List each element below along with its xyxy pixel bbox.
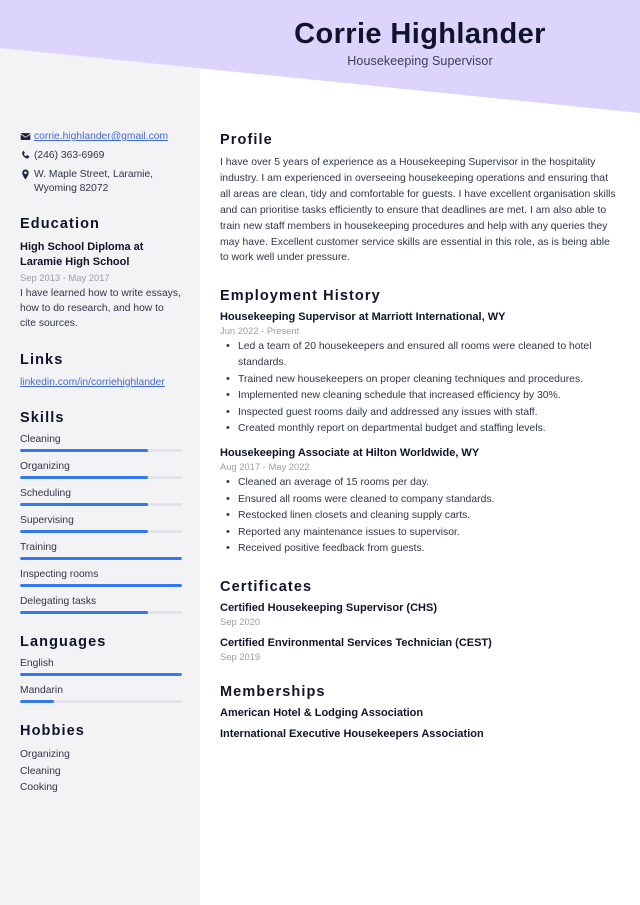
- skill-level-track: [20, 503, 182, 506]
- hobby-item: Cooking: [20, 782, 58, 794]
- job-entry: [220, 311, 620, 437]
- link-item-label[interactable]: linkedin.com/in/corriehighlander: [20, 376, 165, 388]
- contact-address-value: W. Maple Street, Laramie, Wyoming 82072: [34, 168, 154, 194]
- language-item: [20, 658, 182, 676]
- skill-item: [20, 434, 182, 452]
- job-title: Housekeeping Associate at Hilton Worldwide, WY: [220, 447, 480, 459]
- envelope-icon: [20, 130, 34, 142]
- job-bullet: • Inspected guest rooms daily and addressed any issues with staff.: [220, 405, 620, 421]
- skill-label: Scheduling: [20, 488, 71, 500]
- hobbies-heading: Hobbies: [20, 723, 85, 740]
- skill-item: [20, 515, 182, 533]
- skill-level-track: [20, 530, 182, 533]
- profile-text: I have over 5 years of experience as a Housekeeping Supervisor in the hospitality industry. I am experienced in overseeing housekeeping operations and ensuring that all areas are clean, tidy and comfortable for guests. I have excellent organisation skills and can prioritise tasks efficiently to ensure that deadlines are met. I am also able to train new staff members in housekeeping procedures and help with any queries they may have. Excellent customer service skills are essential in this role, as is being able to work well under pressure.: [220, 157, 616, 264]
- main-column: [220, 0, 620, 749]
- job-bullet: • Reported any maintenance issues to supervisor.: [220, 525, 620, 541]
- membership-item: International Executive Housekeepers Association: [220, 728, 484, 741]
- employment-section: [220, 288, 620, 557]
- job-bullet-list: [220, 339, 620, 437]
- skill-level-fill: [20, 611, 148, 614]
- skill-label: Organizing: [20, 461, 70, 473]
- skill-item: [20, 569, 182, 587]
- certificate-item: [220, 637, 620, 662]
- education-item: [20, 240, 182, 332]
- skill-level-fill: [20, 530, 148, 533]
- skill-label: Delegating tasks: [20, 596, 97, 608]
- link-item[interactable]: [20, 376, 182, 390]
- skills-heading: Skills: [20, 410, 65, 427]
- memberships-section: [220, 684, 620, 740]
- job-bullet-list: [220, 475, 620, 557]
- contact-email-value[interactable]: corrie.highlander@gmail.com: [34, 131, 169, 142]
- skill-item: [20, 596, 182, 614]
- education-item-title: High School Diploma at Laramie High School: [20, 240, 144, 268]
- education-item-date: Sep 2013 - May 2017: [20, 271, 110, 283]
- job-bullet: • Trained new housekeepers on proper cleaning techniques and procedures.: [220, 372, 620, 388]
- contact-email-row[interactable]: [20, 130, 182, 144]
- map-pin-icon: [20, 168, 34, 180]
- skill-level-fill: [20, 449, 148, 452]
- languages-section: [20, 634, 182, 703]
- profile-section: [220, 132, 620, 266]
- skill-label: Training: [20, 542, 57, 554]
- certificate-date: Sep 2020: [220, 616, 261, 628]
- languages-list: [20, 658, 182, 703]
- job-bullet: • Ensured all rooms were cleaned to company standards.: [220, 492, 620, 508]
- job-bullet: • Created monthly report on departmental budget and staffing levels.: [220, 421, 620, 437]
- links-heading: Links: [20, 351, 64, 368]
- links-section: [20, 352, 182, 390]
- languages-heading: Languages: [20, 634, 107, 651]
- skill-label: Inspecting rooms: [20, 569, 99, 581]
- certificate-name: Certified Housekeeping Supervisor (CHS): [220, 602, 437, 615]
- job-date: Jun 2022 - Present: [220, 325, 300, 337]
- certificates-heading: Certificates: [220, 579, 313, 596]
- phone-icon: [20, 149, 34, 161]
- job-date: Aug 2017 - May 2022: [220, 461, 310, 472]
- skill-item: [20, 488, 182, 506]
- profile-heading: Profile: [220, 132, 273, 148]
- skill-level-track: [20, 584, 182, 587]
- language-level-fill: [20, 700, 54, 703]
- skills-section: [20, 410, 182, 614]
- certificates-list: [220, 602, 620, 662]
- education-heading: Education: [20, 215, 100, 232]
- job-entry: [220, 447, 620, 557]
- skill-item: [20, 461, 182, 479]
- employment-heading: Employment History: [220, 288, 381, 305]
- skill-item: [20, 542, 182, 560]
- contact-block: [20, 130, 182, 196]
- certificates-section: [220, 579, 620, 662]
- candidate-job-title: Housekeeping Supervisor: [347, 54, 493, 69]
- skill-level-track: [20, 557, 182, 560]
- skill-level-fill: [20, 557, 182, 560]
- contact-phone-row: [20, 149, 182, 163]
- language-level-track: [20, 673, 182, 676]
- hobbies-section: [20, 723, 182, 797]
- language-label: English: [20, 658, 54, 670]
- skill-label: Supervising: [20, 515, 74, 527]
- skill-level-fill: [20, 476, 148, 479]
- job-bullet: • Led a team of 20 housekeepers and ensured all rooms were cleaned to hotel standards.: [220, 339, 620, 370]
- skill-level-track: [20, 611, 182, 614]
- skill-level-fill: [20, 503, 148, 506]
- certificate-date: Sep 2019: [220, 651, 261, 663]
- skill-level-track: [20, 476, 182, 479]
- contact-phone-value: (246) 363-6969: [34, 149, 105, 161]
- certificate-item: [220, 602, 620, 627]
- language-label: Mandarin: [20, 685, 63, 697]
- job-bullet: • Received positive feedback from guests.: [220, 541, 620, 557]
- job-bullet: • Implemented new cleaning schedule that increased efficiency by 30%.: [220, 388, 620, 404]
- hobby-item: Cleaning: [20, 765, 61, 777]
- sidebar: [0, 0, 200, 797]
- skill-level-fill: [20, 584, 182, 587]
- membership-item: American Hotel & Lodging Association: [220, 707, 424, 720]
- education-item-description: I have learned how to write essays, how to do research, and how to cite sources.: [20, 287, 181, 329]
- skill-label: Cleaning: [20, 434, 61, 446]
- memberships-list: [220, 707, 620, 740]
- education-section: [20, 216, 182, 332]
- hobby-item: Organizing: [20, 749, 70, 761]
- hobbies-list: [20, 747, 182, 797]
- candidate-name: Corrie Highlander: [294, 18, 546, 50]
- language-level-fill: [20, 673, 182, 676]
- job-title: Housekeeping Supervisor at Marriott International, WY: [220, 311, 506, 324]
- memberships-heading: Memberships: [220, 684, 326, 701]
- skills-list: [20, 434, 182, 614]
- job-bullet: • Cleaned an average of 15 rooms per day.: [220, 475, 620, 491]
- header-text-group: [200, 18, 640, 68]
- jobs-list: [220, 311, 620, 557]
- certificate-name: Certified Environmental Services Technician (CEST): [220, 637, 492, 650]
- skill-level-track: [20, 449, 182, 452]
- job-bullet: • Restocked linen closets and cleaning supply carts.: [220, 508, 620, 524]
- language-item: [20, 685, 182, 703]
- language-level-track: [20, 700, 182, 703]
- contact-address-row: [20, 168, 182, 196]
